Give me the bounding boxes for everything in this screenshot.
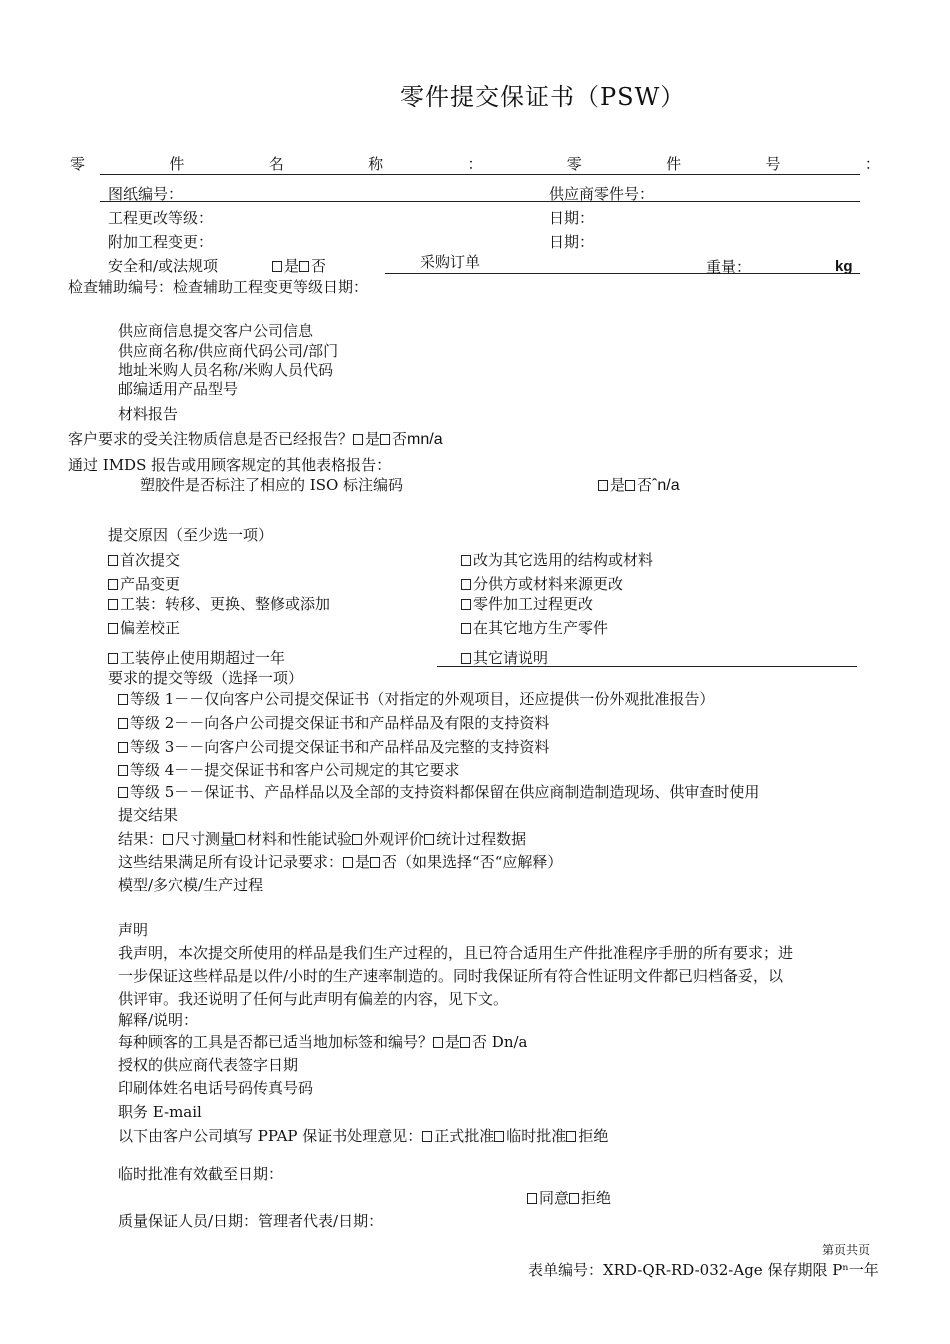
- material-report-heading: 材料报告: [118, 405, 179, 423]
- iso-question: 塑胶件是否标注了相应的 ISO 标注编码: [140, 476, 404, 494]
- reason-item: 首次提交: [108, 550, 180, 570]
- level-item: 等级 3－－向客户公司提交保证书和产品样品及完整的支持资料: [118, 737, 549, 757]
- imds-line: 通过 IMDS 报告或用顾客规定的其他表格报告：: [68, 456, 392, 474]
- reason-item: 工装停止使用期超过一年: [108, 648, 285, 668]
- reason-checkbox[interactable]: [108, 623, 118, 634]
- part-name-char: 零: [566, 155, 582, 173]
- eng-change-level-label: 工程更改等级：: [108, 209, 214, 227]
- reason-checkbox[interactable]: [108, 555, 118, 566]
- level-item: 等级 4－－提交保证书和客户公司规定的其它要求: [118, 760, 459, 780]
- level-item: 等级 1－－仅向客户公司提交保证书（对指定的外观项目，还应提供一份外观批准报告）: [118, 689, 714, 709]
- drawing-no-underline: [100, 201, 860, 202]
- substance-no-checkbox[interactable]: [380, 434, 390, 445]
- level-checkbox[interactable]: [118, 787, 128, 798]
- reason-checkbox[interactable]: [461, 555, 471, 566]
- weight-unit: kg: [835, 258, 853, 275]
- reasons-heading: 提交原因（至少选一项）: [108, 526, 274, 544]
- tool-yes-checkbox[interactable]: [433, 1037, 443, 1048]
- meet-yes-checkbox[interactable]: [343, 857, 353, 868]
- reject-checkbox[interactable]: [569, 1193, 579, 1204]
- level-item: 等级 2－－向各户公司提交保证书和产品样品及有限的支持资料: [118, 713, 549, 733]
- disposition-checkbox[interactable]: [566, 1131, 576, 1142]
- level-checkbox[interactable]: [118, 742, 128, 753]
- substance-yes-checkbox[interactable]: [353, 434, 363, 445]
- part-name-char: 零: [70, 155, 86, 173]
- date-label-2: 日期：: [549, 233, 595, 251]
- results-heading: 提交结果: [118, 806, 179, 824]
- supplier-part-no-label: 供应商零件号：: [549, 185, 655, 203]
- po-underline: [385, 273, 860, 274]
- disposition-checkbox[interactable]: [494, 1131, 504, 1142]
- part-name-char: 件: [169, 155, 185, 173]
- levels-heading: 要求的提交等级（选择一项）: [108, 669, 304, 687]
- part-name-char: ：: [864, 155, 880, 173]
- declaration-text: 一步保证这些样品是以件/小时的生产速率制造的。同时我保证所有符合性证明文件都已归档备妥，以: [118, 967, 784, 985]
- meet-no-checkbox[interactable]: [370, 857, 380, 868]
- checking-aid-label: 检查辅助编号：检查辅助工程变更等级日期：: [68, 278, 369, 296]
- reason-checkbox[interactable]: [108, 579, 118, 590]
- safety-options: 是 否: [272, 256, 326, 276]
- reason-checkbox[interactable]: [461, 653, 471, 664]
- tool-no-checkbox[interactable]: [460, 1037, 470, 1048]
- drawing-no-label: 图纸编号：: [108, 185, 184, 203]
- part-name-char: 名: [268, 155, 284, 173]
- level-checkbox[interactable]: [118, 718, 128, 729]
- results-line: 结果： 尺寸测量 材料和性能试验 外观评价 统计过程数据: [118, 830, 527, 848]
- supplier-info-line: 地址米购人员名称/米购人员代码: [118, 361, 334, 379]
- level-item: 等级 5－－保证书、产品样品以及全部的支持资料都保留在供应商制造制造现场、供审查时使用: [118, 782, 759, 802]
- supplier-info-line: 供应商名称/供应商代码公司/部门: [118, 342, 339, 360]
- iso-yes-checkbox[interactable]: [598, 480, 608, 491]
- reason-checkbox[interactable]: [461, 623, 471, 634]
- iso-options: 是 否ˆn/a: [598, 475, 680, 496]
- agree-checkbox[interactable]: [527, 1193, 537, 1204]
- customer-disposition-line: 以下由客户公司填写 PPAP 保证书处理意见： 正式批准 临时批准 拒绝: [118, 1127, 609, 1145]
- part-name-char: 称: [368, 155, 384, 173]
- reason-item: 产品变更: [108, 574, 180, 594]
- disposition-checkbox[interactable]: [422, 1131, 432, 1142]
- part-name-char: 件: [666, 155, 682, 173]
- explanation-label: 解释/说明：: [118, 1011, 199, 1029]
- reason-checkbox[interactable]: [461, 579, 471, 590]
- page-title: 零件提交保证书（PSW）: [400, 83, 686, 111]
- iso-no-checkbox[interactable]: [625, 480, 635, 491]
- part-name-underline: [100, 174, 860, 175]
- declaration-text: 我声明，本次提交所使用的样品是我们生产过程的，且已符合适用生产件批准程序手册的所有要求；进: [118, 944, 794, 962]
- date-label-1: 日期：: [549, 209, 595, 227]
- form-number: 表单编号：XRD-QR-RD-032-Age 保存期限 Pⁿ一年: [528, 1261, 879, 1279]
- qa-signoff-label: 质量保证人员/日期：管理者代表/日期：: [118, 1212, 384, 1230]
- mold-process-label: 模型/多穴模/生产过程: [118, 876, 264, 894]
- signature-label: 授权的供应商代表签字日期: [118, 1056, 299, 1074]
- title-email-label: 职务 E-mail: [118, 1103, 202, 1121]
- result-checkbox[interactable]: [352, 834, 362, 845]
- part-name-row: [70, 154, 880, 174]
- reason-item: 工装：转移、更换、整修或添加: [108, 594, 330, 614]
- supplier-info-line: 邮编适用产品型号: [118, 380, 239, 398]
- tool-label-question: 每种顾客的工具是否都已适当地加标签和编号？ 是 否 Dn/a: [118, 1033, 528, 1051]
- weight-label: 重量：: [706, 258, 752, 276]
- add-eng-change-label: 附加工程变更：: [108, 233, 214, 251]
- declaration-heading: 声明: [118, 921, 149, 939]
- reason-item: 改为其它选用的结构或材料: [461, 550, 653, 570]
- result-checkbox[interactable]: [424, 834, 434, 845]
- supplier-info-line: 供应商信息提交客户公司信息: [118, 322, 314, 340]
- reason-item: 零件加工过程更改: [461, 594, 593, 614]
- printed-name-label: 印刷体姓名电话号码传真号码: [118, 1079, 314, 1097]
- substance-question: 客户要求的受关注物质信息是否已经报告？ 是 否mn/a: [68, 430, 443, 448]
- temp-approval-date-label: 临时批准有效截至日期：: [118, 1165, 284, 1183]
- meet-requirements-line: 这些结果满足所有设计记录要求： 是 否（如果选择“否“应解释）: [118, 853, 563, 871]
- reason-item: 分供方或材料来源更改: [461, 574, 623, 594]
- reason-checkbox[interactable]: [461, 599, 471, 610]
- reason-item: 偏差校正: [108, 618, 180, 638]
- safety-no-checkbox[interactable]: [299, 261, 309, 272]
- other-reason-underline: [437, 666, 857, 667]
- purchase-order-label: 采购订单: [420, 253, 481, 271]
- safety-yes-checkbox[interactable]: [272, 261, 282, 272]
- result-checkbox[interactable]: [163, 834, 173, 845]
- safety-label: 安全和/或法规项: [108, 257, 219, 275]
- part-name-char: ：: [467, 155, 483, 173]
- part-name-char: 号: [765, 155, 781, 173]
- reason-item: 其它请说明: [461, 648, 548, 668]
- reason-checkbox[interactable]: [108, 653, 118, 664]
- level-checkbox[interactable]: [118, 694, 128, 705]
- reason-checkbox[interactable]: [108, 599, 118, 610]
- reason-item: 在其它地方生产零件: [461, 618, 608, 638]
- result-checkbox[interactable]: [235, 834, 245, 845]
- agree-reject-options: 同意 拒绝: [527, 1188, 611, 1208]
- page-count: 第页共页: [822, 1243, 871, 1257]
- declaration-text: 供评审。我还说明了任何与此声明有偏差的内容，见下文。: [118, 990, 509, 1008]
- level-checkbox[interactable]: [118, 765, 128, 776]
